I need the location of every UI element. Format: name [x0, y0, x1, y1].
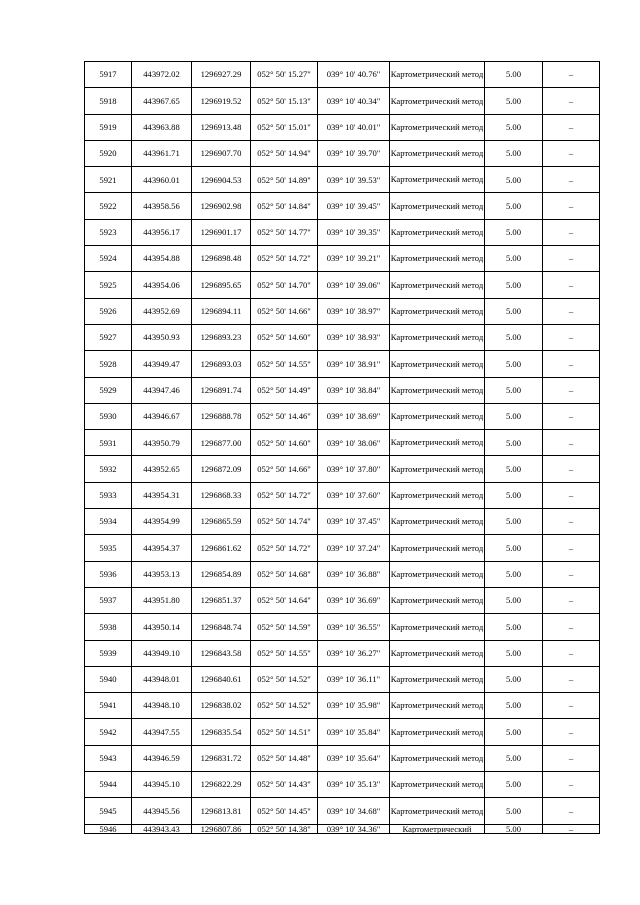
point-number-cell: 5930 — [85, 403, 132, 429]
method-cell: Картометрический метод — [390, 193, 485, 219]
coordinate-x-cell: 443947.46 — [132, 377, 192, 403]
note-cell: – — [543, 246, 600, 272]
point-number-cell: 5943 — [85, 745, 132, 771]
latitude-cell: 052° 50' 14.72" — [251, 482, 318, 508]
coordinate-x-cell: 443945.56 — [132, 798, 192, 824]
coordinate-y-cell: 1296822.29 — [192, 772, 251, 798]
coordinate-y-cell: 1296854.89 — [192, 561, 251, 587]
accuracy-cell: 5.00 — [485, 88, 543, 114]
method-cell: Картометрический метод — [390, 219, 485, 245]
method-cell: Картометрический метод — [390, 88, 485, 114]
accuracy-cell: 5.00 — [485, 193, 543, 219]
accuracy-cell: 5.00 — [485, 62, 543, 88]
table-row — [85, 298, 600, 324]
point-number-cell: 5927 — [85, 324, 132, 350]
accuracy-cell: 5.00 — [485, 535, 543, 561]
method-cell: Картометрический метод — [390, 666, 485, 692]
latitude-cell: 052° 50' 14.60" — [251, 324, 318, 350]
table-row — [85, 62, 600, 88]
table-row — [85, 246, 600, 272]
method-cell: Картометрический метод — [390, 745, 485, 771]
table-row — [85, 614, 600, 640]
coordinate-y-cell: 1296913.48 — [192, 114, 251, 140]
method-cell: Картометрический метод — [390, 114, 485, 140]
longitude-cell: 039° 10' 38.97" — [318, 298, 390, 324]
longitude-cell: 039° 10' 39.53" — [318, 167, 390, 193]
note-cell: – — [543, 140, 600, 166]
longitude-cell: 039° 10' 38.93" — [318, 324, 390, 350]
point-number-cell: 5924 — [85, 246, 132, 272]
method-cell: Картометрический метод — [390, 587, 485, 613]
method-cell: Картометрический метод — [390, 482, 485, 508]
method-cell: Картометрический метод — [390, 719, 485, 745]
accuracy-cell: 5.00 — [485, 587, 543, 613]
coordinate-y-cell: 1296904.53 — [192, 167, 251, 193]
point-number-cell: 5938 — [85, 614, 132, 640]
table-row — [85, 456, 600, 482]
accuracy-cell: 5.00 — [485, 719, 543, 745]
table-row — [85, 219, 600, 245]
note-cell: – — [543, 640, 600, 666]
coordinate-x-cell: 443963.88 — [132, 114, 192, 140]
point-number-cell: 5933 — [85, 482, 132, 508]
coordinate-y-cell: 1296865.59 — [192, 509, 251, 535]
latitude-cell: 052° 50' 14.94" — [251, 140, 318, 166]
method-cell: Картометрический метод — [390, 456, 485, 482]
point-number-cell: 5929 — [85, 377, 132, 403]
note-cell: – — [543, 167, 600, 193]
longitude-cell: 039° 10' 36.88" — [318, 561, 390, 587]
note-cell: – — [543, 193, 600, 219]
coordinate-x-cell: 443953.13 — [132, 561, 192, 587]
table-body — [85, 62, 600, 834]
longitude-cell: 039° 10' 37.45" — [318, 509, 390, 535]
point-number-cell: 5944 — [85, 772, 132, 798]
latitude-cell: 052° 50' 14.72" — [251, 535, 318, 561]
latitude-cell: 052° 50' 14.60" — [251, 430, 318, 456]
coordinate-x-cell: 443950.79 — [132, 430, 192, 456]
method-cell: Картометрический метод — [390, 298, 485, 324]
accuracy-cell: 5.00 — [485, 377, 543, 403]
table-row — [85, 167, 600, 193]
note-cell: – — [543, 298, 600, 324]
accuracy-cell: 5.00 — [485, 403, 543, 429]
coordinate-x-cell: 443967.65 — [132, 88, 192, 114]
table-row — [85, 772, 600, 798]
note-cell: – — [543, 824, 600, 834]
coordinate-x-cell: 443954.88 — [132, 246, 192, 272]
coordinate-x-cell: 443954.06 — [132, 272, 192, 298]
coordinate-x-cell: 443952.65 — [132, 456, 192, 482]
latitude-cell: 052° 50' 14.66" — [251, 456, 318, 482]
point-number-cell: 5917 — [85, 62, 132, 88]
table-row — [85, 693, 600, 719]
method-cell: Картометрический метод — [390, 430, 485, 456]
accuracy-cell: 5.00 — [485, 114, 543, 140]
note-cell: – — [543, 430, 600, 456]
longitude-cell: 039° 10' 34.36" — [318, 824, 390, 834]
note-cell: – — [543, 772, 600, 798]
latitude-cell: 052° 50' 14.89" — [251, 167, 318, 193]
coordinate-x-cell: 443972.02 — [132, 62, 192, 88]
table-row — [85, 561, 600, 587]
latitude-cell: 052° 50' 14.55" — [251, 640, 318, 666]
point-number-cell: 5931 — [85, 430, 132, 456]
accuracy-cell: 5.00 — [485, 772, 543, 798]
note-cell: – — [543, 482, 600, 508]
latitude-cell: 052° 50' 15.13" — [251, 88, 318, 114]
accuracy-cell: 5.00 — [485, 219, 543, 245]
point-number-cell: 5937 — [85, 587, 132, 613]
coordinate-y-cell: 1296894.11 — [192, 298, 251, 324]
point-number-cell: 5918 — [85, 88, 132, 114]
latitude-cell: 052° 50' 14.64" — [251, 587, 318, 613]
longitude-cell: 039° 10' 36.11" — [318, 666, 390, 692]
point-number-cell: 5940 — [85, 666, 132, 692]
latitude-cell: 052° 50' 14.49" — [251, 377, 318, 403]
point-number-cell: 5942 — [85, 719, 132, 745]
method-cell: Картометрический метод — [390, 798, 485, 824]
coordinates-table — [84, 61, 600, 834]
method-cell: Картометрический метод — [390, 561, 485, 587]
coordinate-y-cell: 1296848.74 — [192, 614, 251, 640]
method-cell: Картометрический метод — [390, 246, 485, 272]
note-cell: – — [543, 745, 600, 771]
coordinate-x-cell: 443950.14 — [132, 614, 192, 640]
latitude-cell: 052° 50' 15.01" — [251, 114, 318, 140]
accuracy-cell: 5.00 — [485, 298, 543, 324]
table-row — [85, 114, 600, 140]
point-number-cell: 5921 — [85, 167, 132, 193]
coordinate-y-cell: 1296893.03 — [192, 351, 251, 377]
accuracy-cell: 5.00 — [485, 693, 543, 719]
longitude-cell: 039° 10' 39.21" — [318, 246, 390, 272]
table-row — [85, 587, 600, 613]
table-row — [85, 509, 600, 535]
point-number-cell: 5936 — [85, 561, 132, 587]
accuracy-cell: 5.00 — [485, 745, 543, 771]
longitude-cell: 039° 10' 38.69" — [318, 403, 390, 429]
coordinate-x-cell: 443943.43 — [132, 824, 192, 834]
latitude-cell: 052° 50' 14.59" — [251, 614, 318, 640]
accuracy-cell: 5.00 — [485, 167, 543, 193]
table-row — [85, 272, 600, 298]
note-cell: – — [543, 219, 600, 245]
coordinate-y-cell: 1296895.65 — [192, 272, 251, 298]
longitude-cell: 039° 10' 39.70" — [318, 140, 390, 166]
coordinate-x-cell: 443954.37 — [132, 535, 192, 561]
note-cell: – — [543, 114, 600, 140]
coordinate-y-cell: 1296838.02 — [192, 693, 251, 719]
method-cell: Картометрический метод — [390, 272, 485, 298]
table-row — [85, 88, 600, 114]
accuracy-cell: 5.00 — [485, 351, 543, 377]
latitude-cell: 052° 50' 14.70" — [251, 272, 318, 298]
coordinate-y-cell: 1296813.81 — [192, 798, 251, 824]
latitude-cell: 052° 50' 14.72" — [251, 246, 318, 272]
point-number-cell: 5928 — [85, 351, 132, 377]
accuracy-cell: 5.00 — [485, 430, 543, 456]
coordinate-x-cell: 443947.55 — [132, 719, 192, 745]
longitude-cell: 039° 10' 40.34" — [318, 88, 390, 114]
coordinate-y-cell: 1296851.37 — [192, 587, 251, 613]
point-number-cell: 5920 — [85, 140, 132, 166]
table-row — [85, 377, 600, 403]
note-cell: – — [543, 403, 600, 429]
table-row — [85, 324, 600, 350]
coordinate-x-cell: 443951.80 — [132, 587, 192, 613]
longitude-cell: 039° 10' 35.98" — [318, 693, 390, 719]
accuracy-cell: 5.00 — [485, 614, 543, 640]
note-cell: – — [543, 509, 600, 535]
coordinate-x-cell: 443948.10 — [132, 693, 192, 719]
longitude-cell: 039° 10' 36.55" — [318, 614, 390, 640]
coordinate-x-cell: 443949.47 — [132, 351, 192, 377]
latitude-cell: 052° 50' 14.43" — [251, 772, 318, 798]
coordinate-x-cell: 443946.59 — [132, 745, 192, 771]
table-row — [85, 430, 600, 456]
accuracy-cell: 5.00 — [485, 456, 543, 482]
latitude-cell: 052° 50' 14.84" — [251, 193, 318, 219]
accuracy-cell: 5.00 — [485, 824, 543, 834]
table-row — [85, 640, 600, 666]
longitude-cell: 039° 10' 38.06" — [318, 430, 390, 456]
accuracy-cell: 5.00 — [485, 509, 543, 535]
accuracy-cell: 5.00 — [485, 666, 543, 692]
method-cell: Картометрический — [390, 824, 485, 834]
coordinate-x-cell: 443958.56 — [132, 193, 192, 219]
table-row — [85, 824, 600, 834]
longitude-cell: 039° 10' 35.64" — [318, 745, 390, 771]
longitude-cell: 039° 10' 36.69" — [318, 587, 390, 613]
note-cell: – — [543, 666, 600, 692]
longitude-cell: 039° 10' 40.76" — [318, 62, 390, 88]
method-cell: Картометрический метод — [390, 772, 485, 798]
latitude-cell: 052° 50' 14.52" — [251, 666, 318, 692]
point-number-cell: 5935 — [85, 535, 132, 561]
note-cell: – — [543, 561, 600, 587]
latitude-cell: 052° 50' 14.66" — [251, 298, 318, 324]
table-row — [85, 719, 600, 745]
point-number-cell: 5946 — [85, 824, 132, 834]
point-number-cell: 5939 — [85, 640, 132, 666]
table-row — [85, 798, 600, 824]
coordinate-x-cell: 443946.67 — [132, 403, 192, 429]
latitude-cell: 052° 50' 14.77" — [251, 219, 318, 245]
coordinate-x-cell: 443956.17 — [132, 219, 192, 245]
coordinate-y-cell: 1296888.78 — [192, 403, 251, 429]
coordinate-x-cell: 443948.01 — [132, 666, 192, 692]
table-row — [85, 745, 600, 771]
method-cell: Картометрический метод — [390, 614, 485, 640]
point-number-cell: 5919 — [85, 114, 132, 140]
coordinate-y-cell: 1296831.72 — [192, 745, 251, 771]
coordinate-x-cell: 443954.31 — [132, 482, 192, 508]
table-row — [85, 403, 600, 429]
coordinate-x-cell: 443949.10 — [132, 640, 192, 666]
table-row — [85, 351, 600, 377]
method-cell: Картометрический метод — [390, 640, 485, 666]
table-row — [85, 535, 600, 561]
latitude-cell: 052° 50' 14.45" — [251, 798, 318, 824]
coordinate-y-cell: 1296919.52 — [192, 88, 251, 114]
coordinate-y-cell: 1296901.17 — [192, 219, 251, 245]
longitude-cell: 039° 10' 38.91" — [318, 351, 390, 377]
latitude-cell: 052° 50' 14.48" — [251, 745, 318, 771]
note-cell: – — [543, 351, 600, 377]
longitude-cell: 039° 10' 37.60" — [318, 482, 390, 508]
point-number-cell: 5932 — [85, 456, 132, 482]
accuracy-cell: 5.00 — [485, 482, 543, 508]
coordinate-y-cell: 1296902.98 — [192, 193, 251, 219]
note-cell: – — [543, 272, 600, 298]
accuracy-cell: 5.00 — [485, 324, 543, 350]
coordinate-y-cell: 1296893.23 — [192, 324, 251, 350]
longitude-cell: 039° 10' 39.35" — [318, 219, 390, 245]
point-number-cell: 5922 — [85, 193, 132, 219]
point-number-cell: 5941 — [85, 693, 132, 719]
point-number-cell: 5925 — [85, 272, 132, 298]
longitude-cell: 039° 10' 40.01" — [318, 114, 390, 140]
coordinate-x-cell: 443954.99 — [132, 509, 192, 535]
latitude-cell: 052° 50' 15.27" — [251, 62, 318, 88]
method-cell: Картометрический метод — [390, 377, 485, 403]
coordinate-y-cell: 1296868.33 — [192, 482, 251, 508]
accuracy-cell: 5.00 — [485, 246, 543, 272]
coordinate-y-cell: 1296877.00 — [192, 430, 251, 456]
note-cell: – — [543, 587, 600, 613]
coordinate-x-cell: 443950.93 — [132, 324, 192, 350]
latitude-cell: 052° 50' 14.52" — [251, 693, 318, 719]
note-cell: – — [543, 798, 600, 824]
coordinate-x-cell: 443952.69 — [132, 298, 192, 324]
longitude-cell: 039° 10' 38.84" — [318, 377, 390, 403]
method-cell: Картометрический метод — [390, 351, 485, 377]
coordinate-x-cell: 443945.10 — [132, 772, 192, 798]
note-cell: – — [543, 324, 600, 350]
table-row — [85, 482, 600, 508]
accuracy-cell: 5.00 — [485, 640, 543, 666]
table-row — [85, 140, 600, 166]
note-cell: – — [543, 62, 600, 88]
coordinate-y-cell: 1296840.61 — [192, 666, 251, 692]
longitude-cell: 039° 10' 37.80" — [318, 456, 390, 482]
coordinate-y-cell: 1296835.54 — [192, 719, 251, 745]
coordinate-y-cell: 1296891.74 — [192, 377, 251, 403]
longitude-cell: 039° 10' 35.84" — [318, 719, 390, 745]
note-cell: – — [543, 719, 600, 745]
method-cell: Картометрический метод — [390, 693, 485, 719]
method-cell: Картометрический метод — [390, 509, 485, 535]
coordinate-y-cell: 1296907.70 — [192, 140, 251, 166]
point-number-cell: 5923 — [85, 219, 132, 245]
coordinate-x-cell: 443961.71 — [132, 140, 192, 166]
method-cell: Картометрический метод — [390, 403, 485, 429]
coordinate-y-cell: 1296898.48 — [192, 246, 251, 272]
table-row — [85, 193, 600, 219]
accuracy-cell: 5.00 — [485, 561, 543, 587]
method-cell: Картометрический метод — [390, 535, 485, 561]
latitude-cell: 052° 50' 14.68" — [251, 561, 318, 587]
point-number-cell: 5934 — [85, 509, 132, 535]
method-cell: Картометрический метод — [390, 324, 485, 350]
latitude-cell: 052° 50' 14.46" — [251, 403, 318, 429]
latitude-cell: 052° 50' 14.55" — [251, 351, 318, 377]
coordinate-y-cell: 1296927.29 — [192, 62, 251, 88]
point-number-cell: 5926 — [85, 298, 132, 324]
accuracy-cell: 5.00 — [485, 140, 543, 166]
latitude-cell: 052° 50' 14.74" — [251, 509, 318, 535]
note-cell: – — [543, 535, 600, 561]
note-cell: – — [543, 456, 600, 482]
method-cell: Картометрический метод — [390, 140, 485, 166]
note-cell: – — [543, 614, 600, 640]
longitude-cell: 039° 10' 36.27" — [318, 640, 390, 666]
coordinate-y-cell: 1296807.86 — [192, 824, 251, 834]
longitude-cell: 039° 10' 37.24" — [318, 535, 390, 561]
method-cell: Картометрический метод — [390, 167, 485, 193]
coordinate-x-cell: 443960.01 — [132, 167, 192, 193]
longitude-cell: 039° 10' 34.68" — [318, 798, 390, 824]
coordinate-y-cell: 1296872.09 — [192, 456, 251, 482]
longitude-cell: 039° 10' 39.06" — [318, 272, 390, 298]
point-number-cell: 5945 — [85, 798, 132, 824]
note-cell: – — [543, 693, 600, 719]
coordinate-y-cell: 1296843.58 — [192, 640, 251, 666]
accuracy-cell: 5.00 — [485, 272, 543, 298]
note-cell: – — [543, 88, 600, 114]
accuracy-cell: 5.00 — [485, 798, 543, 824]
longitude-cell: 039° 10' 39.45" — [318, 193, 390, 219]
method-cell: Картометрический метод — [390, 62, 485, 88]
coordinate-y-cell: 1296861.62 — [192, 535, 251, 561]
latitude-cell: 052° 50' 14.51" — [251, 719, 318, 745]
latitude-cell: 052° 50' 14.38" — [251, 824, 318, 834]
longitude-cell: 039° 10' 35.13" — [318, 772, 390, 798]
note-cell: – — [543, 377, 600, 403]
table-row — [85, 666, 600, 692]
